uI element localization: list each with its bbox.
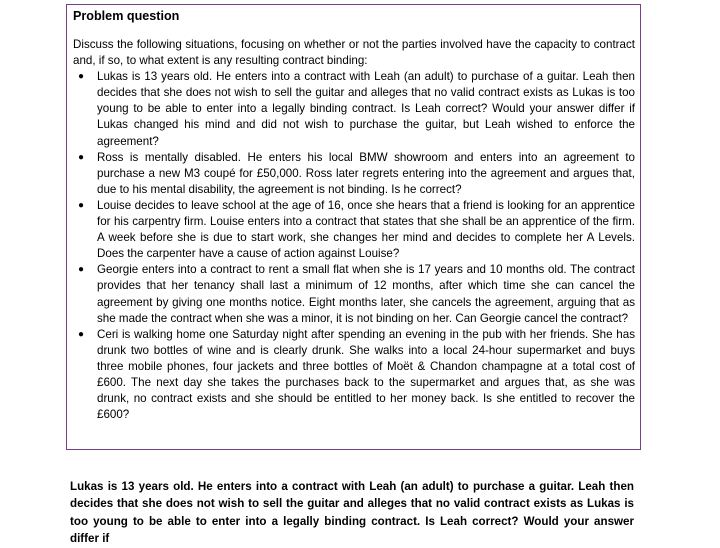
scenario-text: Lukas is 13 years old. He enters into a contract with Leah (an adult) to purchase of a guitar. Leah then decides that she does not wish to sell the guitar and alleges that no valid contract exists as Lukas is too young to be able to enter into a legally binding contract. Is Leah correct? Would your answer differ if Lukas changed his mind and did not wish to purchase the guitar, but Leah wished to enforce the agreement? (97, 70, 635, 148)
scenario-item (73, 198, 635, 262)
problem-question-box (66, 4, 641, 450)
bullet-icon: ● (78, 71, 85, 83)
scenario-text: Ceri is walking home one Saturday night after spending an evening in the pub with her friends. She has drunk two bottles of wine and is clearly drunk. She walks into a local 24-hour supermarket and buys three mobile phones, four jackets and three bottles of Moët & Chandon champagne at a total cost of £600. The next day she takes the purchases back to the supermarket and argues that, as she was drunk, no contract exists and she should be entitled to her money back. Is she entitled to recover the £600? (97, 327, 635, 422)
answer-paragraph: Lukas is 13 years old. He enters into a contract with Leah (an adult) to purchase a guitar. Leah then decides that she does not wish to sell the guitar and alleges that no valid contract exists as Lukas is too young to be able to enter into a legally binding contract. Is Leah correct? Would your answer differ if (70, 479, 634, 546)
bullet-icon: ● (78, 199, 85, 211)
bullet-icon: ● (78, 151, 85, 163)
box-title: Problem question (73, 9, 180, 23)
scenario-list (73, 69, 635, 423)
scenario-item (73, 262, 635, 326)
scenario-item (73, 69, 635, 149)
scenario-text: Ross is mentally disabled. He enters his local BMW showroom and enters into an agreement to purchase a new M3 coupé for £50,000. Ross later regrets entering into the agreement and argues that, due to his mental disability, the agreement is not binding. Is he correct? (97, 150, 635, 196)
scenario-item (73, 150, 635, 198)
bullet-icon: ● (78, 264, 85, 276)
scenario-text: Louise decides to leave school at the age of 16, once she hears that a friend is looking for an apprentice for his carpentry firm. Louise enters into a contract that states that she shall be an apprentice of the firm. A week before she is due to start work, she changes her mind and decides to complete her A Levels. Does the carpenter have a cause of action against Louise? (97, 198, 635, 261)
scenario-item (73, 327, 635, 424)
bullet-icon: ● (78, 328, 85, 340)
scenario-text: Georgie enters into a contract to rent a small flat when she is 17 years and 10 months old. The contract provides that her tenancy shall last a minimum of 12 months, after which time she can cancel the agreement by giving one months notice. Eight months later, she cancels the agreement, arguing that as she made the contract when she was a minor, it is not binding on her. Can Georgie cancel the contract? (97, 263, 635, 325)
intro-paragraph: Discuss the following situations, focusing on whether or not the parties involved have the capacity to contract and, if so, to what extent is any resulting contract binding: (73, 38, 635, 68)
